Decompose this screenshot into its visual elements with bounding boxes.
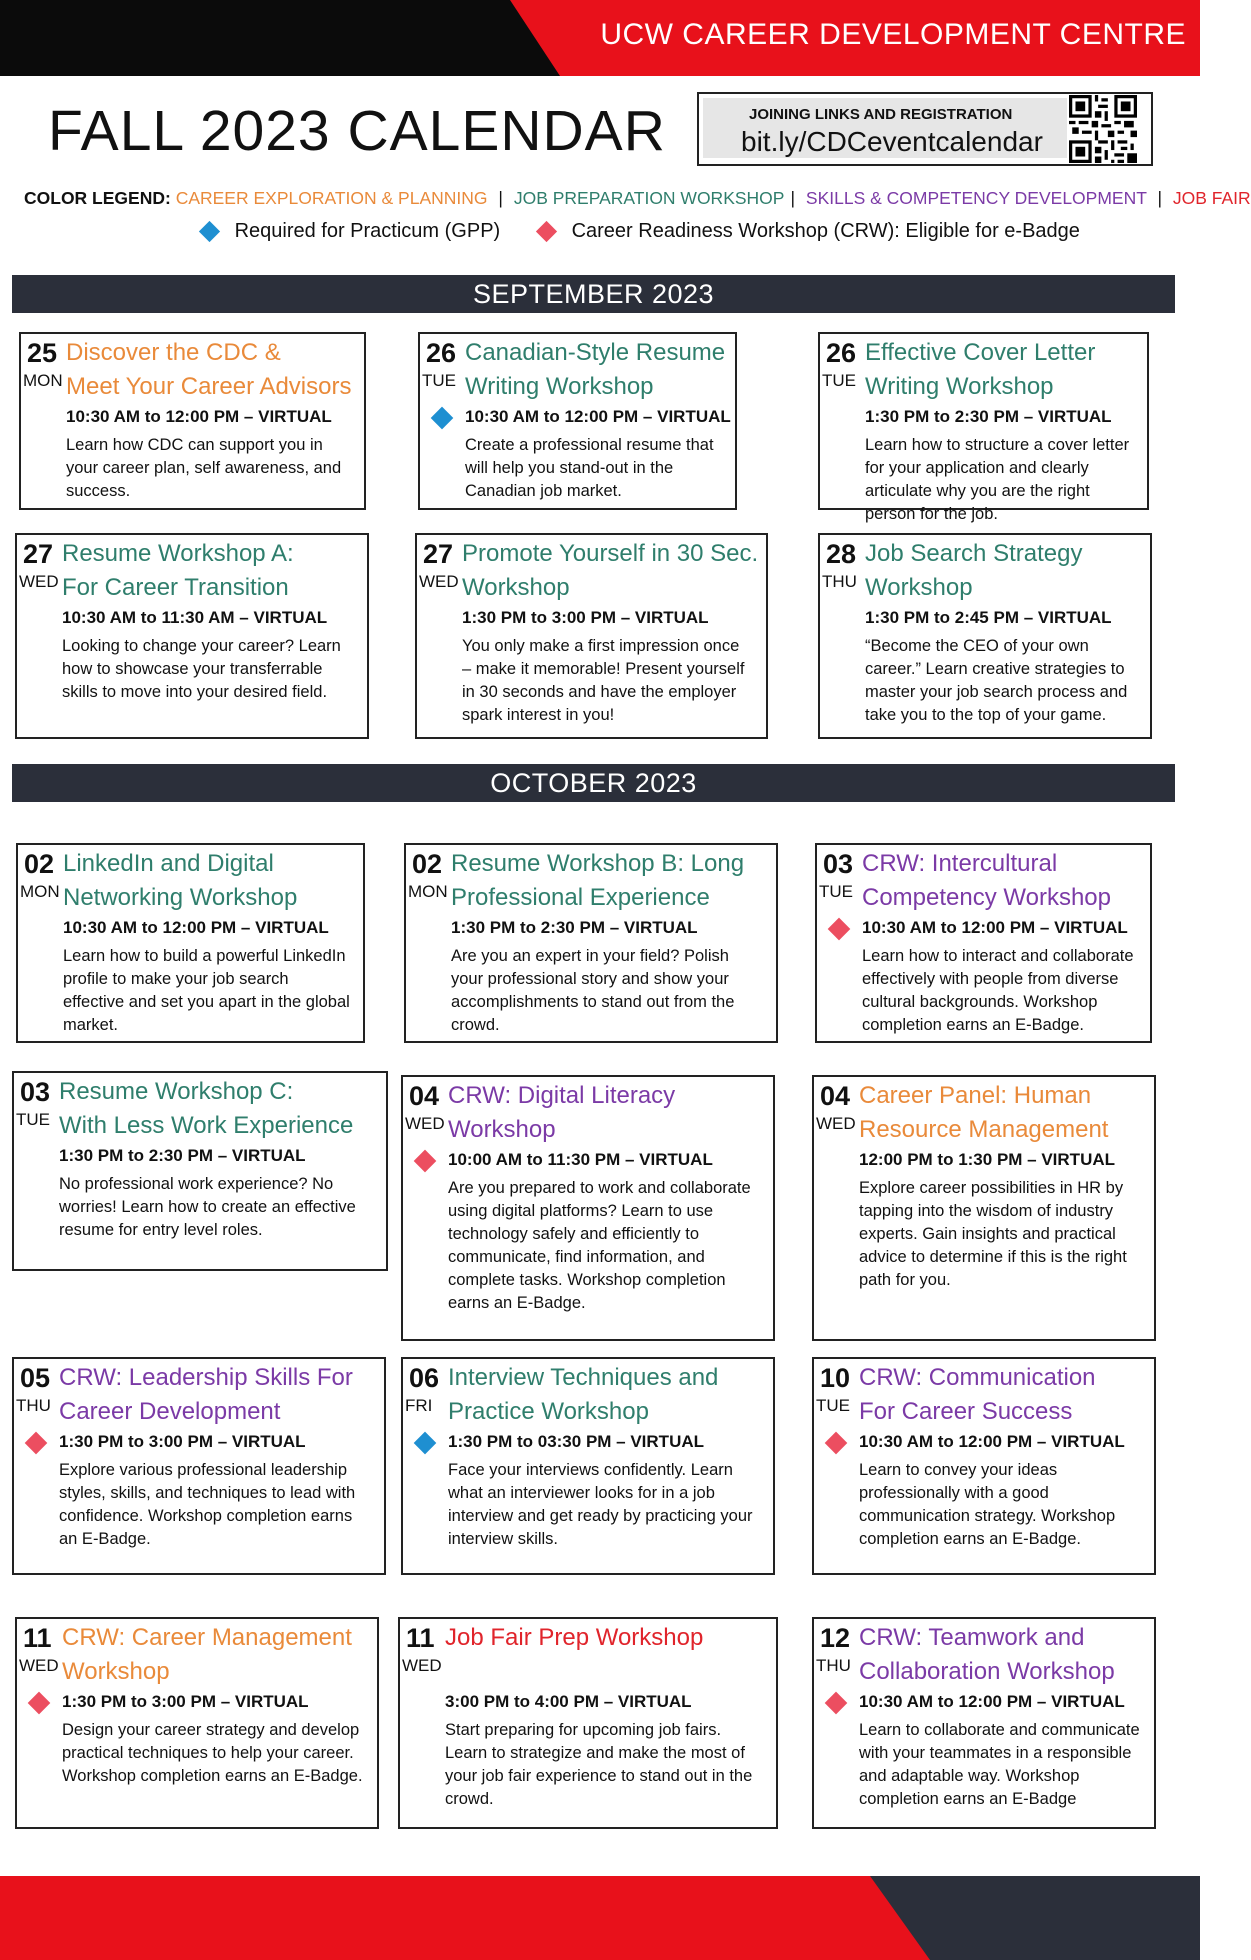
event-description: Create a professional resume that will help you stand-out in the Canadian job market. — [465, 436, 714, 500]
event-description: Learn to collaborate and communicate with your teammates in a responsible and adaptable way. Workshop completion earns an E-Badge — [859, 1721, 1140, 1808]
event-title-line-2: Writing Workshop — [465, 373, 654, 400]
event-day: 28 — [826, 539, 857, 569]
legend-label: COLOR LEGEND: — [24, 188, 171, 208]
event-weekday: WED — [402, 1656, 442, 1675]
event-title-line-1: Career Panel: Human — [859, 1082, 1092, 1109]
event-title-line-2: Resource Management — [859, 1116, 1109, 1143]
event-title — [62, 537, 294, 605]
event-title — [865, 336, 1095, 404]
crw-diamond-icon — [28, 1692, 51, 1715]
event-card[interactable] — [15, 1617, 379, 1829]
event-time: 1:30 PM to 3:00 PM – VIRTUAL — [462, 608, 709, 627]
event-time: 10:30 AM to 12:00 PM – VIRTUAL — [465, 407, 731, 426]
event-title — [448, 1361, 718, 1429]
event-weekday: WED — [19, 572, 59, 591]
event-description: Explore career possibilities in HR by tapping into the wisdom of industry experts. Gain insights and practical advice to determine if this is the right path for you. — [859, 1179, 1127, 1289]
color-legend: COLOR LEGEND: CAREER EXPLORATION & PLANNING | JOB PREPARATION WORKSHOP | SKILLS & COMPETENCY DEVELOPMENT | JOB FAIR — [24, 188, 1251, 208]
event-title-line-2: Writing Workshop — [865, 373, 1054, 400]
event-title — [859, 1361, 1096, 1429]
event-day: 25 — [27, 338, 58, 368]
registration-panel — [703, 98, 1067, 158]
legend-job-fair: JOB FAIR — [1172, 188, 1251, 208]
event-title-line-2: Competency Workshop — [862, 884, 1111, 911]
event-day: 06 — [409, 1363, 440, 1393]
event-card[interactable] — [812, 1617, 1156, 1829]
event-title-line-1: CRW: Career Management — [62, 1624, 352, 1651]
event-title — [451, 847, 744, 915]
event-title-line-2: Collaboration Workshop — [859, 1658, 1115, 1685]
crw-diamond-icon — [414, 1150, 437, 1173]
page-title: FALL 2023 CALENDAR — [48, 99, 666, 163]
event-card[interactable] — [815, 843, 1152, 1043]
event-card[interactable] — [812, 1075, 1156, 1341]
event-card[interactable] — [398, 1617, 778, 1829]
crw-diamond-icon — [25, 1432, 48, 1455]
event-weekday: WED — [816, 1114, 856, 1133]
registration-box[interactable] — [697, 92, 1153, 166]
event-card[interactable] — [812, 1357, 1156, 1575]
bottom-banner-shape — [0, 1876, 1200, 1960]
event-title-line-2: With Less Work Experience — [59, 1112, 354, 1139]
event-title — [865, 537, 1082, 605]
registration-link[interactable]: bit.ly/CDCeventcalendar — [741, 126, 1043, 157]
qr-code-icon — [1069, 95, 1137, 163]
event-description: Start preparing for upcoming job fairs. Learn to strategize and make the most of your job fair experience to stand out in the crowd. — [445, 1721, 753, 1808]
event-description: Face your interviews confidently. Learn what an interviewer looks for in a job interview and get ready by practicing your interview skills. — [448, 1461, 753, 1548]
event-weekday: MON — [23, 371, 63, 390]
event-title-line-1: CRW: Communication — [859, 1364, 1096, 1391]
event-description: Are you an expert in your field? Polish your professional story and show your accomplishments to stand out from the crowd. — [451, 947, 735, 1034]
event-description: Learn how to interact and collaborate effectively with people from diverse cultural backgrounds. Workshop completion earns an E-Badge. — [862, 947, 1134, 1034]
event-title-line-1: CRW: Leadership Skills For — [59, 1364, 353, 1391]
event-title-line-1: Canadian-Style Resume — [465, 339, 726, 366]
registration-label: JOINING LINKS AND REGISTRATION — [749, 106, 1013, 123]
event-weekday: MON — [20, 882, 60, 901]
event-description: Are you prepared to work and collaborate using digital platforms? Learn to use technology safely and efficiently to communicate, find information, and complete tasks. Workshop completion earns an E-Badge. — [448, 1179, 751, 1312]
event-description: Looking to change your career? Learn how to showcase your transferrable skills to move into your desired field. — [62, 637, 341, 701]
event-title — [63, 847, 297, 915]
event-weekday: TUE — [822, 371, 856, 390]
legend-gpp — [202, 220, 500, 243]
event-title — [59, 1361, 353, 1429]
event-time: 10:30 AM to 12:00 PM – VIRTUAL — [862, 918, 1128, 937]
event-title-line-1: Resume Workshop A: — [62, 540, 294, 567]
crw-diamond-icon — [825, 1692, 848, 1715]
event-day: 12 — [820, 1623, 851, 1653]
event-description: “Become the CEO of your own career.” Learn creative strategies to master your job search process and take you to the top of your game. — [865, 637, 1128, 724]
event-time: 10:30 AM to 12:00 PM – VIRTUAL — [66, 407, 332, 426]
event-day: 03 — [20, 1077, 51, 1107]
event-time: 1:30 PM to 03:30 PM – VIRTUAL — [448, 1432, 705, 1451]
event-title-line-2: For Career Transition — [62, 574, 289, 601]
event-description: Learn how CDC can support you in your career plan, self awareness, and success. — [66, 436, 342, 500]
event-title-line-1: Discover the CDC & — [66, 339, 281, 366]
event-title — [862, 847, 1111, 915]
event-time: 10:30 AM to 11:30 AM – VIRTUAL — [62, 608, 328, 627]
event-description: Learn how to structure a cover letter for your application and clearly articulate why you are the right person for the job. — [865, 436, 1130, 523]
event-time: 10:30 AM to 12:00 PM – VIRTUAL — [63, 918, 329, 937]
event-weekday: MON — [408, 882, 448, 901]
event-day: 04 — [409, 1081, 440, 1111]
event-title-line-1: Promote Yourself in 30 Sec. — [462, 540, 759, 567]
event-day: 11 — [406, 1623, 435, 1653]
event-title — [445, 1621, 703, 1655]
blue-diamond-icon — [199, 221, 220, 242]
month-header-september: SEPTEMBER 2023 — [12, 275, 1175, 313]
month-header-october: OCTOBER 2023 — [12, 764, 1175, 802]
gpp-diamond-icon — [414, 1432, 437, 1455]
event-title — [859, 1079, 1108, 1147]
event-day: 26 — [426, 338, 457, 368]
event-title-line-2: Workshop — [462, 574, 570, 601]
event-day: 26 — [826, 338, 857, 368]
crw-diamond-icon — [828, 918, 851, 941]
event-card[interactable] — [404, 843, 778, 1043]
event-weekday: TUE — [819, 882, 853, 901]
top-banner — [0, 0, 1200, 76]
event-title — [59, 1075, 353, 1143]
event-time: 1:30 PM to 2:45 PM – VIRTUAL — [865, 608, 1112, 627]
event-title-line-2: Workshop — [62, 1658, 170, 1685]
event-title-line-1: LinkedIn and Digital — [63, 850, 274, 877]
event-title — [66, 336, 351, 404]
event-weekday: TUE — [422, 371, 456, 390]
event-title-line-2: Workshop — [865, 574, 973, 601]
legend-gpp-label: Required for Practicum (GPP) — [234, 220, 501, 242]
event-day: 27 — [23, 539, 54, 569]
event-title-line-1: Effective Cover Letter — [865, 339, 1096, 366]
event-title-line-1: Job Fair Prep Workshop — [445, 1624, 704, 1651]
event-title-line-1: CRW: Teamwork and — [859, 1624, 1085, 1651]
crw-diamond-icon — [825, 1432, 848, 1455]
event-card[interactable] — [818, 533, 1152, 739]
event-card[interactable] — [12, 1357, 386, 1575]
event-description: You only make a first impression once – make it memorable! Present yourself in 30 seconds and have the employer spark interest in you! — [462, 637, 745, 724]
event-title-line-2: Practice Workshop — [448, 1398, 649, 1425]
event-title-line-2: Workshop — [448, 1116, 556, 1143]
event-day: 02 — [24, 849, 55, 879]
event-time: 12:00 PM to 1:30 PM – VIRTUAL — [859, 1150, 1116, 1169]
event-day: 11 — [23, 1623, 52, 1653]
event-title — [465, 336, 725, 404]
gpp-diamond-icon — [431, 407, 454, 430]
event-description: Design your career strategy and develop practical techniques to help your career. Workshop completion earns an E-Badge. — [62, 1721, 363, 1785]
event-day: 02 — [412, 849, 443, 879]
event-title-line-2: Career Development — [59, 1398, 281, 1425]
legend-job-prep: JOB PREPARATION WORKSHOP — [513, 188, 785, 208]
event-day: 10 — [820, 1363, 851, 1393]
event-title — [448, 1079, 675, 1147]
event-card[interactable] — [401, 1357, 775, 1575]
org-name: UCW CAREER DEVELOPMENT CENTRE — [600, 18, 1186, 51]
event-card[interactable] — [415, 533, 768, 739]
event-card[interactable] — [818, 332, 1149, 523]
event-card[interactable] — [19, 332, 366, 510]
legend-exploration: CAREER EXPLORATION & PLANNING — [175, 188, 488, 208]
event-description: No professional work experience? No worries! Learn how to create an effective resume for entry level roles. — [59, 1175, 356, 1239]
red-diamond-icon — [536, 221, 557, 242]
bottom-banner — [0, 1876, 1200, 1960]
event-title-line-1: CRW: Intercultural — [862, 850, 1058, 877]
event-title-line-1: Resume Workshop B: Long — [451, 850, 745, 877]
event-time: 10:30 AM to 12:00 PM – VIRTUAL — [859, 1692, 1125, 1711]
event-title-line-1: Job Search Strategy — [865, 540, 1083, 567]
event-description: Learn how to build a powerful LinkedIn profile to make your job search effective and set you apart in the global market. — [63, 947, 350, 1034]
event-card[interactable] — [12, 1071, 388, 1271]
event-card[interactable] — [15, 533, 369, 739]
event-title — [859, 1621, 1115, 1689]
event-title — [62, 1621, 352, 1689]
event-weekday: THU — [822, 572, 857, 591]
event-weekday: WED — [405, 1114, 445, 1133]
event-title-line-1: Resume Workshop C: — [59, 1078, 294, 1105]
event-title-line-2: Meet Your Career Advisors — [66, 373, 352, 400]
legend-crw — [539, 220, 1080, 243]
event-time: 1:30 PM to 2:30 PM – VIRTUAL — [451, 918, 698, 937]
event-time: 1:30 PM to 3:00 PM – VIRTUAL — [62, 1692, 309, 1711]
legend-crw-label: Career Readiness Workshop (CRW): Eligible for e-Badge — [571, 220, 1080, 242]
event-weekday: THU — [816, 1656, 851, 1675]
event-title-line-1: CRW: Digital Literacy — [448, 1082, 676, 1109]
event-card[interactable] — [418, 332, 737, 510]
event-card[interactable] — [401, 1075, 775, 1341]
event-title — [462, 537, 758, 605]
event-description: Explore various professional leadership styles, skills, and techniques to lead with confidence. Workshop completion earns an E-Badge. — [59, 1461, 356, 1548]
event-day: 05 — [20, 1363, 51, 1393]
event-time: 10:00 AM to 11:30 PM – VIRTUAL — [448, 1150, 713, 1169]
event-day: 03 — [823, 849, 854, 879]
event-card[interactable] — [16, 843, 365, 1043]
event-day: 27 — [423, 539, 454, 569]
event-weekday: WED — [419, 572, 459, 591]
event-weekday: TUE — [816, 1396, 850, 1415]
event-title-line-2: For Career Success — [859, 1398, 1073, 1425]
event-title-line-2: Networking Workshop — [63, 884, 298, 911]
event-weekday: WED — [19, 1656, 59, 1675]
event-weekday: TUE — [16, 1110, 50, 1129]
event-day: 04 — [820, 1081, 851, 1111]
event-weekday: THU — [16, 1396, 51, 1415]
event-time: 1:30 PM to 3:00 PM – VIRTUAL — [59, 1432, 306, 1451]
legend-skills: SKILLS & COMPETENCY DEVELOPMENT — [805, 188, 1147, 208]
event-time: 10:30 AM to 12:00 PM – VIRTUAL — [859, 1432, 1125, 1451]
event-time: 3:00 PM to 4:00 PM – VIRTUAL — [445, 1692, 692, 1711]
event-title-line-1: Interview Techniques and — [448, 1364, 719, 1391]
event-time: 1:30 PM to 2:30 PM – VIRTUAL — [865, 407, 1112, 426]
event-description: Learn to convey your ideas professionally with a good communication strategy. Workshop completion earns an E-Badge. — [859, 1461, 1116, 1548]
event-time: 1:30 PM to 2:30 PM – VIRTUAL — [59, 1146, 306, 1165]
event-weekday: FRI — [405, 1396, 433, 1415]
event-title-line-2: Professional Experience — [451, 884, 710, 911]
